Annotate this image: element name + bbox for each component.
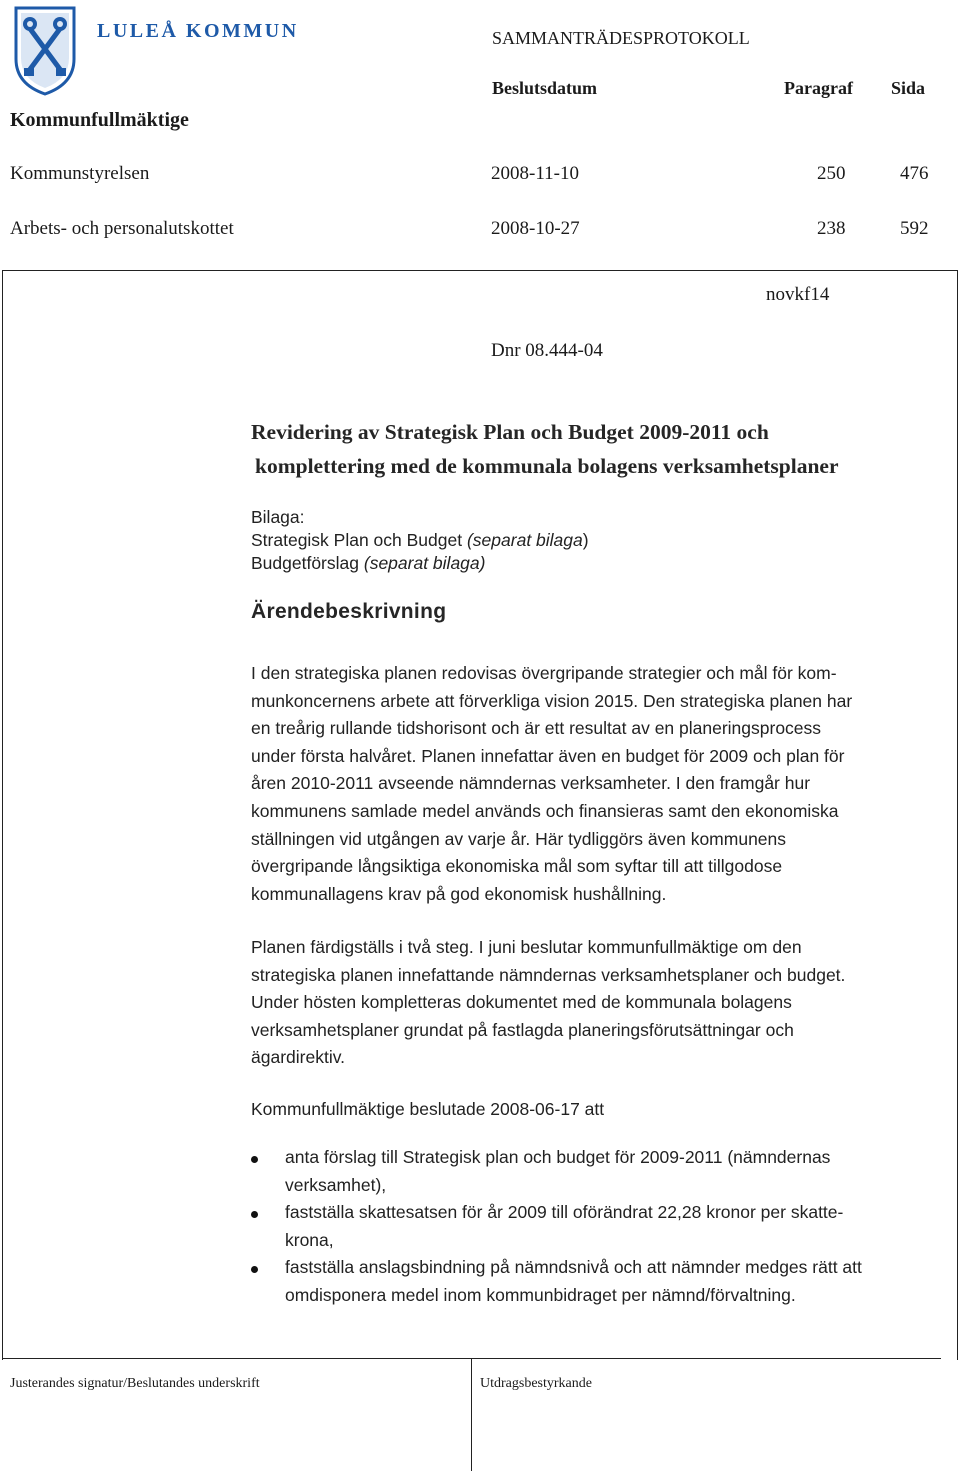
paragraph-number: 238 [817, 218, 846, 239]
process-paragraph [251, 934, 941, 1072]
paragraph-number: 250 [817, 163, 846, 184]
document-type: SAMMANTRÄDESPROTOKOLL [492, 28, 750, 48]
certification-label: Utdragsbestyrkande [480, 1376, 592, 1391]
list-item [251, 1199, 960, 1254]
decision-date: 2008-11-10 [491, 163, 579, 184]
committee-name: Kommunstyrelsen [10, 163, 150, 184]
paragraph-line: munkoncernens arbete att förverkliga vision 2015. Den strategiska planen har [251, 690, 853, 711]
attachment-name: Budgetförslag [251, 553, 359, 573]
list-item-line: krona, [285, 1229, 334, 1250]
paragraph-line: I den strategiska planen redovisas övergripande strategier och mål för kom- [251, 663, 837, 683]
attachment-item [251, 552, 589, 575]
paragraph-line: verksamhetsplaner grundat på fastlagda planeringsförutsättningar och [251, 1019, 794, 1040]
title-line: Revidering av Strategisk Plan och Budget 2009-2011 och [251, 420, 769, 444]
bullet-dot-icon [251, 1266, 258, 1273]
section-heading: Ärendebeskrivning [251, 600, 447, 623]
paragraph-line: en treårig rullande tidshorisont och är ett resultat av en planeringsprocess [251, 718, 822, 739]
column-header-date: Beslutsdatum [492, 78, 598, 98]
bullet-dot-icon [251, 1156, 258, 1163]
page-number: 592 [900, 218, 929, 239]
reference-code: novkf14 [766, 284, 830, 305]
decision-intro: Kommunfullmäktige beslutade 2008-06-17 att [251, 1099, 605, 1119]
attachment-name: Strategisk Plan och Budget [251, 530, 463, 550]
attachments-label: Bilaga: [251, 507, 305, 527]
attachments-block [251, 506, 589, 575]
committee-name: Arbets- och personalutskottet [10, 218, 234, 239]
list-item-line: anta förslag till Strategisk plan och budget för 2009-2011 (nämndernas [285, 1147, 831, 1167]
decision-date: 2008-10-27 [491, 218, 580, 239]
list-item [251, 1254, 960, 1309]
decision-bullet-list [251, 1144, 960, 1310]
footer-column-divider [471, 1358, 472, 1471]
list-item [251, 1144, 960, 1199]
bullet-dot-icon [251, 1211, 258, 1218]
organization-name: LULEÅ KOMMUN [97, 20, 299, 42]
decision-body-name: Kommunfullmäktige [10, 109, 189, 131]
paragraph-line: Under hösten kompletteras dokumentet med de kommunala bolagens [251, 992, 792, 1013]
signature-label: Justerandes signatur/Beslutandes underskrift [10, 1376, 260, 1391]
paragraph-line: kommunens samlade medel används och finansieras samt den ekonomiska [251, 800, 839, 821]
list-item-line: verksamhet), [285, 1174, 387, 1195]
paragraph-line: strategiska planen innefattande nämndernas verksamhetsplaner och budget. [251, 964, 846, 985]
attachment-note: (separat bilaga [466, 530, 583, 550]
paragraph-line: Planen färdigställs i två steg. I juni beslutar kommunfullmäktige om den [251, 937, 802, 957]
municipality-coat-of-arms-logo [12, 4, 78, 96]
document-title [251, 415, 839, 483]
column-header-paragraph: Paragraf [784, 78, 853, 98]
column-header-page: Sida [891, 78, 926, 98]
paragraph-line: ägardirektiv. [251, 1047, 346, 1068]
paragraph-line: under första halvåret. Planen innefattar även en budget för 2009 och plan för [251, 745, 845, 766]
page-number: 476 [900, 163, 929, 184]
attachment-note: (separat bilaga) [363, 553, 486, 573]
paragraph-line: åren 2010-2011 avseende nämndernas verksamheter. I den framgår hur [251, 773, 811, 794]
paragraph-line: övergripande långsiktiga ekonomiska mål som syftar till att tillgodose [251, 856, 783, 877]
list-item-line: fastställa anslagsbindning på nämndsnivå och att nämnder medges rätt att [285, 1257, 862, 1278]
title-line: komplettering med de kommunala bolagens verksamhetsplaner [255, 454, 839, 478]
registration-number: Dnr 08.444-04 [491, 340, 603, 361]
paragraph-line: kommunallagens krav på god ekonomisk hushållning. [251, 883, 667, 904]
attachment-note-close: ) [582, 530, 589, 550]
list-item-line: omdisponera medel inom kommunbidraget per nämnd/förvaltning. [285, 1284, 796, 1305]
description-paragraph [251, 660, 941, 908]
paragraph-line: ställningen vid utgången av varje år. Här tydliggörs även kommunens [251, 828, 787, 849]
attachment-item [251, 529, 589, 552]
list-item-line: fastställa skattesatsen för år 2009 till oförändrat 22,28 kronor per skatte- [285, 1202, 844, 1223]
